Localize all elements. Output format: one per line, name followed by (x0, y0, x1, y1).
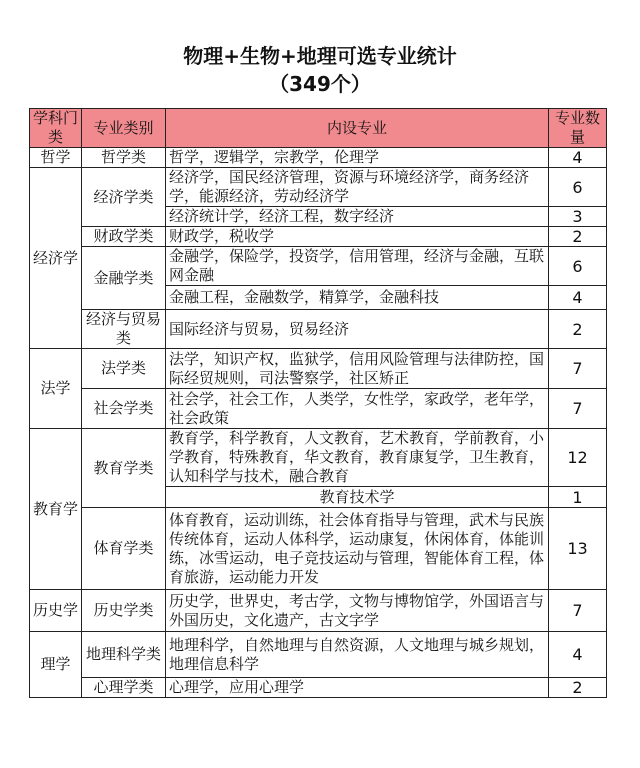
majors-text: 法学，知识产权，监狱学，信用风险管理与法律防控，国际经贸规则，司法警察学，社区矫正 (169, 349, 545, 387)
table-row (30, 227, 607, 247)
count-cell: 7 (549, 349, 607, 389)
count-cell: 6 (549, 247, 607, 286)
category-cell: 哲学类 (82, 148, 166, 168)
table-row (30, 678, 607, 698)
majors-text: 地理科学，自然地理与自然资源，人文地理与城乡规划，地理信息科学 (169, 635, 545, 673)
table-row (30, 247, 607, 286)
majors-cell (166, 590, 549, 632)
header-discipline: 学科门类 (30, 109, 82, 148)
majors-cell: 财政学，税收学 (166, 227, 549, 247)
table-row (30, 429, 607, 487)
count-cell: 2 (549, 310, 607, 349)
discipline-cell: 教育学 (30, 429, 82, 590)
count-cell: 13 (549, 508, 607, 590)
table-header-row (30, 109, 607, 148)
count-cell: 3 (549, 207, 607, 227)
table-row (30, 148, 607, 168)
majors-cell (166, 508, 549, 590)
count-cell: 4 (549, 632, 607, 678)
table-row (30, 349, 607, 389)
count-cell: 2 (549, 678, 607, 698)
majors-cell (166, 349, 549, 389)
count-cell: 2 (549, 227, 607, 247)
category-cell: 体育学类 (82, 508, 166, 590)
majors-cell (166, 168, 549, 207)
table-row (30, 590, 607, 632)
majors-cell: 金融工程，金融数学，精算学，金融科技 (166, 286, 549, 310)
header-category: 专业类别 (82, 109, 166, 148)
discipline-cell: 经济学 (30, 168, 82, 349)
count-cell: 12 (549, 429, 607, 487)
majors-cell (166, 389, 549, 429)
table-row (30, 632, 607, 678)
majors-cell (166, 632, 549, 678)
category-cell: 社会学类 (82, 389, 166, 429)
count-cell: 6 (549, 168, 607, 207)
majors-cell: 哲学，逻辑学，宗教学，伦理学 (166, 148, 549, 168)
majors-text: 教育学，科学教育，人文教育，艺术教育，学前教育，小学教育，特殊教育，华文教育，教育康复学，卫生教育，认知科学与技术，融合教育 (169, 429, 545, 485)
header-majors: 内设专业 (166, 109, 549, 148)
count-cell: 7 (549, 590, 607, 632)
count-cell: 7 (549, 389, 607, 429)
majors-cell: 教育技术学 (166, 487, 549, 508)
majors-text: 经济学，国民经济管理，资源与环境经济学，商务经济学，能源经济，劳动经济学 (169, 168, 530, 205)
majors-cell (166, 429, 549, 487)
discipline-cell: 理学 (30, 632, 82, 698)
category-cell: 历史学类 (82, 590, 166, 632)
count-cell: 4 (549, 148, 607, 168)
table-row (30, 310, 607, 349)
majors-table (29, 108, 607, 698)
majors-cell: 心理学，应用心理学 (166, 678, 549, 698)
category-cell: 经济学类 (82, 168, 166, 227)
category-cell: 心理学类 (82, 678, 166, 698)
discipline-cell: 哲学 (30, 148, 82, 168)
header-count: 专业数量 (549, 109, 607, 148)
count-cell: 4 (549, 286, 607, 310)
category-cell: 财政学类 (82, 227, 166, 247)
majors-cell: 经济统计学，经济工程，数字经济 (166, 207, 549, 227)
majors-cell (166, 247, 549, 286)
majors-text: 社会学，社会工作，人类学，女性学，家政学，老年学，社会政策 (169, 389, 545, 427)
discipline-cell: 法学 (30, 349, 82, 429)
category-cell: 经济与贸易类 (82, 310, 166, 349)
table-row (30, 168, 607, 207)
majors-text: 金融学，保险学，投资学，信用管理，经济与金融，互联网金融 (169, 247, 545, 284)
page-subtitle: （349个） (269, 72, 371, 96)
count-cell: 1 (549, 487, 607, 508)
majors-text: 体育教育，运动训练，社会体育指导与管理，武术与民族传统体育，运动人体科学，运动康复，休闲体育，体能训练，冰雪运动，电子竞技运动与管理，智能体育工程，体育旅游，运动能力开发 (169, 510, 545, 586)
table-row (30, 389, 607, 429)
table-row (30, 508, 607, 590)
page-title: 物理+生物+地理可选专业统计 (183, 44, 457, 68)
category-cell: 法学类 (82, 349, 166, 389)
majors-text: 历史学，世界史，考古学，文物与博物馆学，外国语言与外国历史，文化遗产，古文字学 (169, 591, 545, 629)
category-cell: 地理科学类 (82, 632, 166, 678)
category-cell: 教育学类 (82, 429, 166, 508)
majors-cell: 国际经济与贸易，贸易经济 (166, 310, 549, 349)
category-cell: 金融学类 (82, 247, 166, 310)
discipline-cell: 历史学 (30, 590, 82, 632)
